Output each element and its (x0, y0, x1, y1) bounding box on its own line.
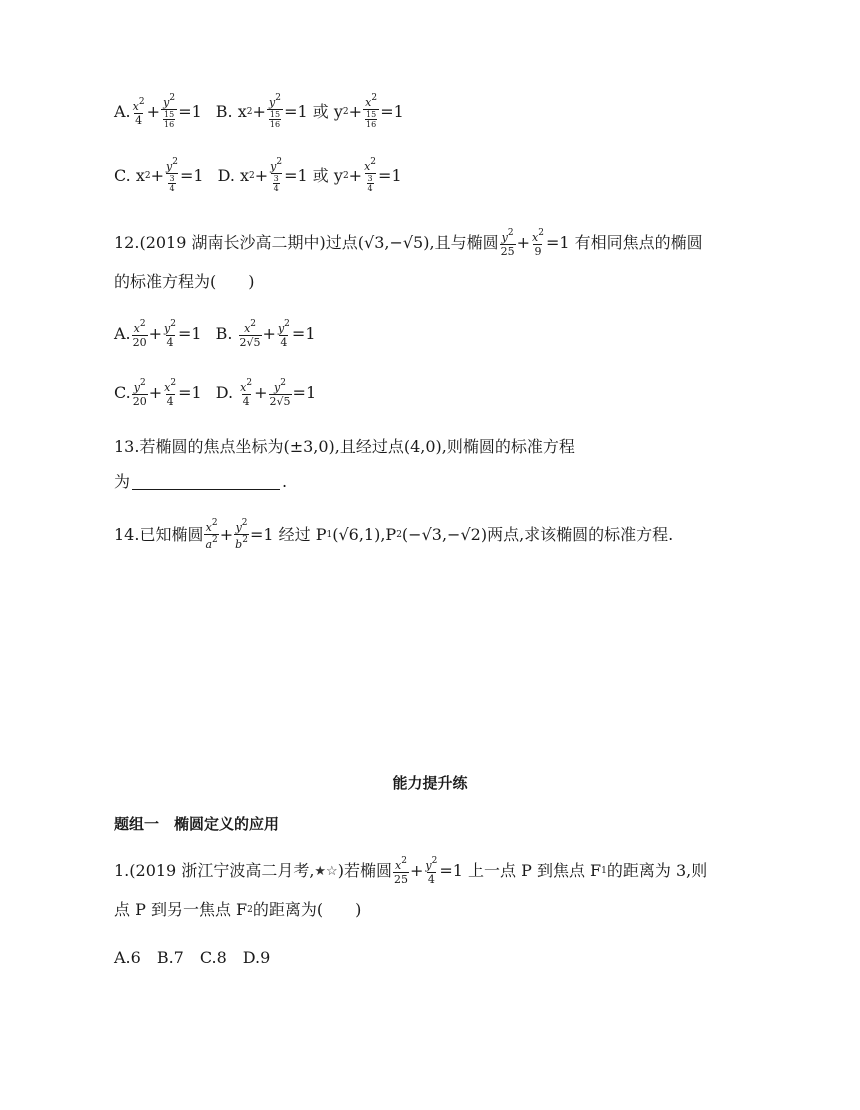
fraction: $\frac{x^2}{\frac{15}{16}}$ (363, 94, 379, 129)
q1-line2: 点 P 到另一焦点 F 2 的距离为( ) (114, 900, 362, 919)
fraction: $\frac{y^2}{4}$ (164, 318, 176, 349)
fraction: $\frac{x^2}{4}$ (132, 96, 145, 127)
q11-options-cd: C. x 2 + $\frac{y^2}{\frac{3}{4}}$ =1 D. x 2 + $\frac{y^2}{\frac{3}{4}}$ =1 或 y 2 + $\frac{x^2}{\frac{3}{4}}$ =1 (114, 157, 402, 194)
fraction: $\frac{x^2}{25}$ (393, 855, 408, 886)
group-title: 题组一 椭圆定义的应用 (114, 814, 280, 833)
q12-line1: 12.(2019 湖南长沙高二期中)过点 (√3,−√5) ,且与椭圆 $\frac{y^2}{25}$ + $\frac{x^2}{9}$ =1 有相同焦点的椭圆 (114, 227, 703, 258)
q13-line2: 为 . (114, 472, 288, 491)
fraction: $\frac{x^2}{2√5}$ (239, 318, 261, 349)
fraction: $\frac{x^2}{9}$ (531, 227, 544, 258)
answer-blank (132, 475, 280, 490)
fraction: $\frac{y^2}{4}$ (425, 855, 438, 886)
q1-options: A.6 B.7 C.8 D.9 (114, 948, 271, 967)
fraction: $\frac{y^2}{20}$ (132, 377, 147, 408)
fraction: $\frac{y^2}{\frac{3}{4}}$ (166, 157, 178, 194)
q14-line: 14.已知椭圆 $\frac{x^2}{a^2}$ + $\frac{y^2}{b^2}$ =1 经过 P 1 (√6,1),P 2 (−√3,−√2) 两点,求该椭圆的标准方程. (114, 518, 674, 551)
fraction: $\frac{x^2}{a^2}$ (205, 518, 218, 551)
section-title: 能力提升练 (392, 774, 468, 792)
option-d-label: D. (217, 166, 235, 185)
difficulty-stars-icon: ★☆ (314, 863, 338, 879)
fraction: $\frac{y^2}{b^2}$ (235, 518, 248, 551)
fraction: $\frac{y^2}{\frac{15}{16}}$ (161, 94, 177, 129)
fraction: $\frac{y^2}{25}$ (500, 227, 515, 258)
q12-line2: 的标准方程为( ) (114, 272, 255, 291)
q12-point: (√3,−√5) (357, 233, 430, 252)
q12-options-ab: A. $\frac{x^2}{20}$ + $\frac{y^2}{4}$ =1 B. $\frac{x^2}{2√5}$ + $\frac{y^2}{4}$ =1 (114, 318, 316, 349)
fraction: $\frac{y^2}{4}$ (277, 318, 290, 349)
fraction: $\frac{x^2}{\frac{3}{4}}$ (364, 157, 377, 194)
option-a-label: A. (114, 102, 131, 121)
q11-options-ab: A. $\frac{x^2}{4}$ + $\frac{y^2}{\frac{15}{16}}$ =1 B. x 2 + $\frac{y^2}{\frac{15}{16}}$ =1 或 y 2 + $\frac{x^2}{\frac{15}{16}}$ =1 (114, 93, 404, 130)
q13-line1: 13.若椭圆的焦点坐标为(±3,0),且经过点(4,0),则椭圆的标准方程 (114, 437, 575, 456)
q12-prefix: 12.(2019 湖南长沙高二期中)过点 (114, 233, 358, 252)
q12-options-cd: C. $\frac{y^2}{20}$ + $\frac{x^2}{4}$ =1 D. $\frac{x^2}{4}$ + $\frac{y^2}{2√5}$ =1 (114, 377, 317, 408)
fraction: $\frac{y^2}{2√5}$ (269, 377, 291, 408)
fraction: $\frac{x^2}{4}$ (164, 377, 177, 408)
option-b-label: B. (215, 102, 233, 121)
q1-line1: 1.(2019 浙江宁波高二月考, ★☆ )若椭圆 $\frac{x^2}{25}$ + $\frac{y^2}{4}$ =1 上一点 P 到焦点 F 1 的距离为 3,则 (114, 855, 708, 886)
fraction: $\frac{x^2}{20}$ (132, 318, 147, 349)
fraction: $\frac{y^2}{\frac{15}{16}}$ (267, 94, 283, 129)
option-c-label: C. (114, 166, 131, 185)
fraction: $\frac{x^2}{4}$ (240, 377, 253, 408)
fraction: $\frac{y^2}{\frac{3}{4}}$ (270, 157, 283, 194)
